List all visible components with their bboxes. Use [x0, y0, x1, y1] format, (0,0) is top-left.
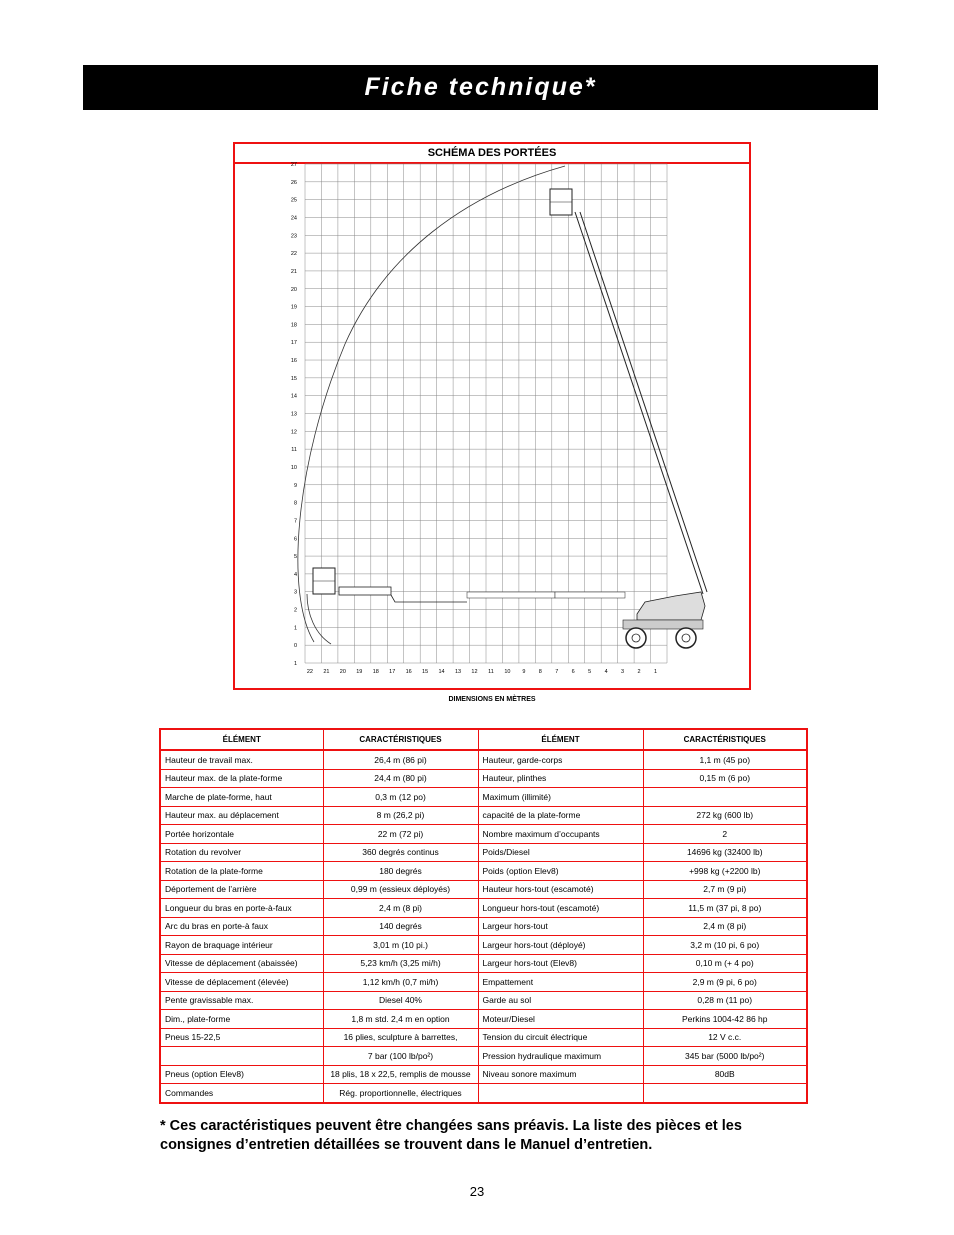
- table-row: [160, 843, 807, 862]
- table-row: [160, 954, 807, 973]
- element-cell: Garde au sol: [478, 991, 643, 1010]
- value-cell: 2: [643, 825, 807, 844]
- y-tick-label: 14: [290, 393, 297, 400]
- element-cell: Moteur/Diesel: [478, 1010, 643, 1029]
- table-row: [160, 750, 807, 769]
- x-tick-label: 5: [588, 669, 592, 675]
- element-cell: Pneus 15-22,5: [160, 1028, 323, 1047]
- y-tick-label: 6: [293, 536, 297, 543]
- table-row: [160, 899, 807, 918]
- value-cell: 0,15 m (6 po): [643, 769, 807, 788]
- y-tick-label: 16: [290, 358, 297, 365]
- header-element-1: ÉLÉMENT: [160, 729, 323, 750]
- y-tick-label: 2: [293, 607, 297, 614]
- element-cell: Hauteur hors-tout (escamoté): [478, 880, 643, 899]
- value-cell: 18 plis, 18 x 22,5, remplis de mousse: [323, 1065, 478, 1084]
- element-cell: Maximum (illimité): [478, 788, 643, 807]
- table-row: [160, 862, 807, 881]
- page-number: 23: [469, 1184, 485, 1199]
- value-cell: 1,12 km/h (0,7 mi/h): [323, 973, 478, 992]
- y-tick-label: 21: [290, 268, 297, 275]
- table-row: [160, 788, 807, 807]
- y-tick-label: 13: [290, 411, 297, 418]
- header-element-2: ÉLÉMENT: [478, 729, 643, 750]
- y-tick-label: 22: [290, 251, 297, 258]
- y-tick-label: 1: [293, 661, 297, 667]
- element-cell: [160, 1047, 323, 1066]
- element-cell: Niveau sonore maximum: [478, 1065, 643, 1084]
- value-cell: 0,28 m (11 po): [643, 991, 807, 1010]
- x-tick-label: 15: [422, 669, 429, 675]
- x-tick-label: 8: [538, 669, 542, 675]
- y-tick-label: 27: [290, 162, 297, 168]
- element-cell: capacité de la plate-forme: [478, 806, 643, 825]
- value-cell: 0,3 m (12 po): [323, 788, 478, 807]
- element-cell: Vitesse de déplacement (abaissée): [160, 954, 323, 973]
- x-tick-label: 4: [604, 669, 608, 675]
- y-tick-label: 19: [290, 304, 297, 311]
- x-tick-label: 11: [488, 669, 494, 675]
- value-cell: 80dB: [643, 1065, 807, 1084]
- element-cell: Tension du circuit électrique: [478, 1028, 643, 1047]
- x-tick-label: 18: [372, 669, 379, 675]
- element-cell: Rayon de braquage intérieur: [160, 936, 323, 955]
- table-row: [160, 1065, 807, 1084]
- x-tick-label: 12: [471, 669, 478, 675]
- value-cell: [643, 788, 807, 807]
- x-tick-label: 10: [504, 669, 511, 675]
- table-row: [160, 769, 807, 788]
- title-bar: [83, 65, 878, 110]
- value-cell: 2,4 m (8 pi): [643, 917, 807, 936]
- value-cell: 140 degrés: [323, 917, 478, 936]
- value-cell: 180 degrés: [323, 862, 478, 881]
- y-tick-label: 4: [293, 571, 297, 578]
- table-row: [160, 1084, 807, 1103]
- value-cell: 360 degrés continus: [323, 843, 478, 862]
- diagram-caption: DIMENSIONS EN MÈTRES: [448, 696, 536, 703]
- y-tick-label: 3: [293, 589, 297, 596]
- value-cell: 8 m (26,2 pi): [323, 806, 478, 825]
- element-cell: Pente gravissable max.: [160, 991, 323, 1010]
- y-tick-label: 0: [293, 643, 297, 650]
- x-tick-label: 6: [571, 669, 575, 675]
- value-cell: [643, 1084, 807, 1103]
- x-tick-label: 2: [637, 669, 641, 675]
- value-cell: 0,10 m (+ 4 po): [643, 954, 807, 973]
- value-cell: 5,23 km/h (3,25 mi/h): [323, 954, 478, 973]
- element-cell: Pression hydraulique maximum: [478, 1047, 643, 1066]
- value-cell: 3,01 m (10 pi.): [323, 936, 478, 955]
- table-row: [160, 806, 807, 825]
- element-cell: Hauteur de travail max.: [160, 750, 323, 769]
- y-tick-label: 15: [290, 375, 297, 382]
- spec-table-header: [160, 729, 807, 750]
- element-cell: [478, 1084, 643, 1103]
- table-row: [160, 991, 807, 1010]
- value-cell: +998 kg (+2200 lb): [643, 862, 807, 881]
- y-tick-label: 25: [290, 197, 297, 204]
- value-cell: 272 kg (600 lb): [643, 806, 807, 825]
- x-tick-label: 21: [323, 669, 330, 675]
- element-cell: Dim., plate-forme: [160, 1010, 323, 1029]
- spec-table: [159, 728, 808, 1104]
- x-tick-label: 13: [454, 669, 462, 675]
- header-characteristics-1: CARACTÉRISTIQUES: [323, 729, 478, 750]
- value-cell: 2,4 m (8 pi): [323, 899, 478, 918]
- x-tick-label: 9: [522, 669, 526, 675]
- element-cell: Largeur hors-tout: [478, 917, 643, 936]
- x-tick-label: 19: [356, 669, 363, 675]
- element-cell: Hauteur, plinthes: [478, 769, 643, 788]
- x-axis-labels: [307, 669, 657, 675]
- element-cell: Arc du bras en porte-à faux: [160, 917, 323, 936]
- y-tick-label: 10: [290, 464, 297, 471]
- y-tick-label: 12: [290, 429, 297, 436]
- table-row: [160, 1028, 807, 1047]
- table-row: [160, 825, 807, 844]
- y-tick-label: 18: [290, 322, 297, 329]
- value-cell: 16 plies, sculpture à barrettes,: [323, 1028, 478, 1047]
- element-cell: Pneus (option Elev8): [160, 1065, 323, 1084]
- element-cell: Hauteur max. au déplacement: [160, 806, 323, 825]
- value-cell: Diesel 40%: [323, 991, 478, 1010]
- reach-diagram: [233, 142, 751, 690]
- value-cell: 345 bar (5000 lb/po²): [643, 1047, 807, 1066]
- element-cell: Nombre maximum d’occupants: [478, 825, 643, 844]
- element-cell: Portée horizontale: [160, 825, 323, 844]
- element-cell: Vitesse de déplacement (élevée): [160, 973, 323, 992]
- x-tick-label: 1: [653, 669, 658, 675]
- raised-boom: [550, 189, 707, 594]
- y-tick-label: 20: [290, 286, 297, 293]
- value-cell: 1,1 m (45 po): [643, 750, 807, 769]
- value-cell: 24,4 m (80 pi): [323, 769, 478, 788]
- y-tick-label: 23: [290, 233, 297, 240]
- y-tick-label: 11: [291, 447, 297, 454]
- table-row: [160, 936, 807, 955]
- value-cell: 3,2 m (10 pi, 6 po): [643, 936, 807, 955]
- element-cell: Longueur du bras en porte-à-faux: [160, 899, 323, 918]
- y-tick-label: 7: [293, 518, 297, 525]
- table-row: [160, 1047, 807, 1066]
- value-cell: 2,7 m (9 pi): [643, 880, 807, 899]
- element-cell: Déportement de l’arrière: [160, 880, 323, 899]
- x-tick-label: 16: [405, 669, 412, 675]
- value-cell: 7 bar (100 lb/po²): [323, 1047, 478, 1066]
- y-tick-label: 5: [293, 554, 297, 561]
- value-cell: 26,4 m (86 pi): [323, 750, 478, 769]
- x-tick-label: 7: [555, 669, 559, 675]
- value-cell: Rég. proportionnelle, électriques: [323, 1084, 478, 1103]
- value-cell: 11,5 m (37 pi, 8 po): [643, 899, 807, 918]
- table-row: [160, 880, 807, 899]
- element-cell: Poids (option Elev8): [478, 862, 643, 881]
- machine-base: [623, 592, 705, 648]
- element-cell: Rotation de la plate-forme: [160, 862, 323, 881]
- x-tick-label: 17: [389, 669, 396, 675]
- footnote: * Ces caractéristiques peuvent être changées sans préavis. La liste des pièces et les consignes d’entretien détaillées se trouvent dans le Manuel d’entretien.: [160, 1118, 742, 1153]
- value-cell: Perkins 1004-42 86 hp: [643, 1010, 807, 1029]
- x-tick-label: 22: [306, 669, 313, 675]
- y-tick-label: 1: [293, 625, 297, 632]
- element-cell: Marche de plate-forme, haut: [160, 788, 323, 807]
- element-cell: Longueur hors-tout (escamoté): [478, 899, 643, 918]
- element-cell: Largeur hors-tout (déployé): [478, 936, 643, 955]
- lowered-boom: [313, 568, 625, 602]
- value-cell: 14696 kg (32400 lb): [643, 843, 807, 862]
- header-characteristics-2: CARACTÉRISTIQUES: [643, 729, 807, 750]
- element-cell: Hauteur, garde-corps: [478, 750, 643, 769]
- element-cell: Largeur hors-tout (Elev8): [478, 954, 643, 973]
- y-tick-label: 26: [290, 179, 297, 186]
- value-cell: 2,9 m (9 pi, 6 po): [643, 973, 807, 992]
- table-row: [160, 973, 807, 992]
- diagram-title: SCHÉMA DES PORTÉES: [235, 144, 749, 164]
- element-cell: Empattement: [478, 973, 643, 992]
- value-cell: 0,99 m (essieux déployés): [323, 880, 478, 899]
- value-cell: 22 m (72 pi): [323, 825, 478, 844]
- y-tick-label: 17: [290, 340, 297, 347]
- y-tick-label: 24: [290, 215, 297, 222]
- element-cell: Rotation du revolver: [160, 843, 323, 862]
- y-axis-labels: [291, 162, 297, 667]
- table-row: [160, 917, 807, 936]
- value-cell: 12 V c.c.: [643, 1028, 807, 1047]
- page-title: Fiche technique*: [364, 73, 597, 101]
- element-cell: Hauteur max. de la plate-forme: [160, 769, 323, 788]
- y-tick-label: 9: [293, 482, 297, 489]
- table-row: [160, 1010, 807, 1029]
- reach-diagram-drawing: [235, 144, 749, 688]
- y-tick-label: 8: [293, 500, 297, 507]
- value-cell: 1,8 m std. 2,4 m en option: [323, 1010, 478, 1029]
- x-tick-label: 3: [621, 669, 625, 675]
- element-cell: Poids/Diesel: [478, 843, 643, 862]
- element-cell: Commandes: [160, 1084, 323, 1103]
- x-tick-label: 14: [438, 669, 445, 675]
- x-tick-label: 20: [339, 669, 346, 675]
